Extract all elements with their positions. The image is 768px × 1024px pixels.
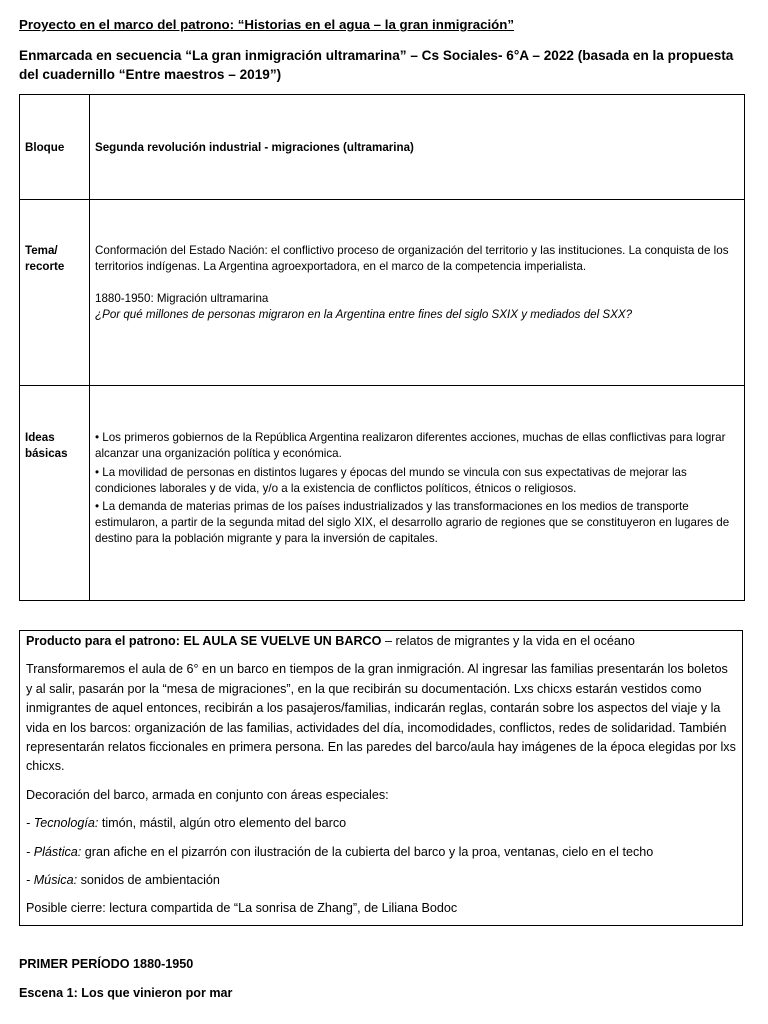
tema-description: Conformación del Estado Nación: el conflictivo proceso de organización del territorio y las instituciones. La conquista de los territorios indígenas. La Argentina agroexportadora, en el marco de la competencia imperialista. xyxy=(95,244,729,273)
scene-heading: Escena 1: Los que vinieron por mar xyxy=(19,986,233,1000)
table-row-ideas xyxy=(20,386,745,601)
idea-item: • La demanda de materias primas de los países industrializados y las transformaciones en los medios de transporte estimularon, a partir de la segunda mitad del siglo XIX, el desarrollo agrario de regiones que se constituyeron en lugares de destino para la población migrante y para la inversión de capitales. xyxy=(95,500,730,545)
product-paragraph: Transformaremos el aula de 6° en un barco en tiempos de la gran inmigración. Al ingresar las familias presentarán los boletos y al salir, pasarán por la “mesa de migraciones”, en la que recibirán su documentación. Lxs chicxs estarán vestidos como inmigrantes de aquel entonces, recibirán a los pasajeros/familias, indicarán reglas, contarán sobre los aspectos del viaje y la vida en los barcos: organización de las familias, actividades del día, incomodidades, conflictos, redes de solidaridad. También representarán relatos ficcionales en primera persona. En las paredes del barco/aula hay imágenes de la época elegidas por lxs chicxs. xyxy=(26,662,736,774)
bloque-label: Bloque xyxy=(25,141,65,154)
period-heading: PRIMER PERÍODO 1880-1950 xyxy=(19,957,194,971)
table-row-tema xyxy=(20,200,745,386)
decoration-item xyxy=(26,843,736,862)
ideas-label xyxy=(20,386,89,462)
decoration-item xyxy=(26,814,736,833)
idea-item: • La movilidad de personas en distintos lugares y épocas del mundo se vincula con sus expectativas de mejorar las condiciones laborales y de vida, y/o a la existencia de conflictos políticos, étnicos o religiosos. xyxy=(95,465,687,495)
tema-label-line2: recorte xyxy=(25,260,65,273)
decoration-text: sonidos de ambientación xyxy=(77,873,220,888)
idea-item: • Los primeros gobiernos de la República Argentina realizaron diferentes acciones, muchas de ellas conflictivas para lograr alcanzar una organización política y económica. xyxy=(95,431,726,460)
tema-content xyxy=(90,200,744,323)
planning-table xyxy=(19,94,745,601)
tema-label xyxy=(20,200,89,275)
ideas-content-cell xyxy=(90,386,745,601)
product-heading-rest: – relatos de migrantes y la vida en el océano xyxy=(381,634,635,648)
decoration-area: - Plástica: xyxy=(26,844,82,859)
decoration-area: - Tecnología: xyxy=(26,816,99,831)
bloque-label-cell xyxy=(20,95,90,200)
product-heading-bold: Producto para el patrono: EL AULA SE VUELVE UN BARCO xyxy=(26,634,382,648)
tema-period: 1880-1950: Migración ultramarina xyxy=(95,292,269,305)
tema-label-cell xyxy=(20,200,90,386)
bloque-content: Segunda revolución industrial - migraciones (ultramarina) xyxy=(95,141,414,154)
tema-content-cell xyxy=(90,200,745,386)
document-title: Proyecto en el marco del patrono: “Historias en el agua – la gran inmigración” xyxy=(19,17,515,32)
table-row-bloque xyxy=(20,95,745,200)
decoration-item xyxy=(26,871,736,890)
product-heading xyxy=(26,632,736,651)
tema-question: ¿Por qué millones de personas migraron en la Argentina entre fines del siglo SXIX y mediados del SXX? xyxy=(95,308,633,321)
ideas-label-line2: básicas xyxy=(25,447,68,460)
decoration-area: - Música: xyxy=(26,873,78,888)
ideas-label-cell xyxy=(20,386,90,601)
ideas-content xyxy=(90,386,744,547)
product-box xyxy=(19,630,743,926)
bloque-content-cell xyxy=(90,95,745,200)
decoration-text: gran afiche en el pizarrón con ilustración de la cubierta del barco y la proa, ventanas, cielo en el techo xyxy=(81,844,654,859)
ideas-label-line1: Ideas xyxy=(25,431,55,444)
document-subtitle: Enmarcada en secuencia “La gran inmigración ultramarina” – Cs Sociales- 6°A – 2022 (basada en la propuesta del cuadernillo “Entre maestros – 2019”) xyxy=(19,48,734,82)
closing-text: Posible cierre: lectura compartida de “La sonrisa de Zhang”, de Liliana Bodoc xyxy=(26,901,458,916)
tema-label-line1: Tema/ xyxy=(25,244,58,257)
decoration-intro: Decoración del barco, armada en conjunto con áreas especiales: xyxy=(26,787,389,802)
decoration-text: timón, mástil, algún otro elemento del barco xyxy=(98,816,347,831)
